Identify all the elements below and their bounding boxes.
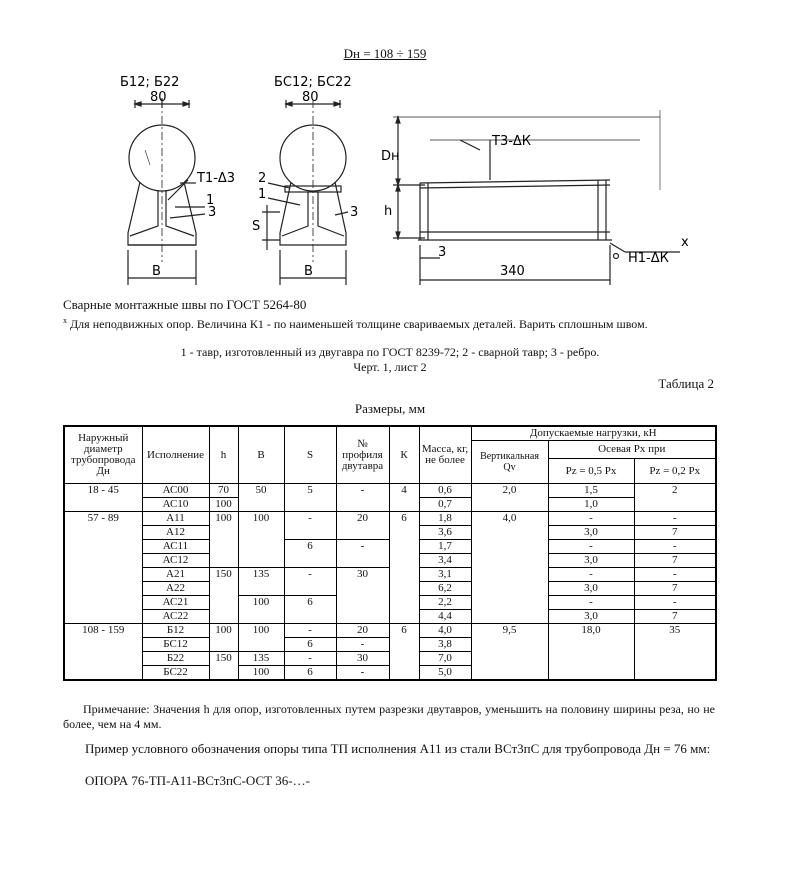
cell-dn: 57 - 89 [64,512,142,526]
cell-b [238,498,284,512]
footnote-mark: x [63,316,67,325]
cell-p [336,596,389,610]
cell-p2 [634,666,716,681]
cell-p [336,498,389,512]
cell-b: 135 [238,568,284,582]
cell-p5 [548,652,634,666]
header-p02: Рz = 0,2 Рх [634,459,716,484]
cell-p5: - [548,540,634,554]
cell-s [284,582,336,596]
cell-s: - [284,512,336,526]
cell-p2: 2 [634,484,716,498]
cell-v: А22 [142,582,209,596]
cell-p2: 35 [634,624,716,638]
table-title: Размеры, мм [354,401,426,416]
cell-p2: - [634,512,716,526]
cell-h: 150 [209,568,238,582]
cell-v: А11 [142,512,209,526]
cell-p2: - [634,540,716,554]
cell-s: 6 [284,638,336,652]
cell-k [389,540,419,554]
table-row [64,638,716,652]
cell-m: 1,8 [419,512,471,526]
cell-q [471,652,548,666]
header-h: h [209,426,238,484]
cell-m: 3,8 [419,638,471,652]
table-row [64,596,716,610]
cell-p2: 7 [634,554,716,568]
table-row [64,666,716,681]
cell-k [389,554,419,568]
cell-h: 100 [209,624,238,638]
cell-k: 6 [389,512,419,526]
cell-p5: - [548,596,634,610]
table-row [64,540,716,554]
cell-b: 135 [238,652,284,666]
cell-dn [64,610,142,624]
cell-k [389,596,419,610]
header-axial: Осевая Рх при [548,441,716,459]
cell-k [389,610,419,624]
cell-q: 4,0 [471,512,548,526]
example-text: Пример условного обозначения опоры типа ТП исполнения А11 из стали ВСт3пС для трубопровода Дн = 76 мм: [85,741,711,756]
cell-s [284,554,336,568]
table-row [64,498,716,512]
cell-p [336,610,389,624]
cell-k [389,526,419,540]
cell-dn [64,554,142,568]
cell-k: 4 [389,484,419,498]
cell-s [284,498,336,512]
cell-v: Б22 [142,652,209,666]
table-row [64,610,716,624]
part-1-label-view2: 1 [258,187,267,202]
dn-range-title: Dн = 108 ÷ 159 [343,46,427,61]
cell-h [209,554,238,568]
cell-k [389,666,419,681]
cell-m: 0,6 [419,484,471,498]
cell-p5: 3,0 [548,526,634,540]
cell-dn [64,652,142,666]
cell-h [209,526,238,540]
cell-p2: 7 [634,610,716,624]
cell-b: 100 [238,512,284,526]
cell-k [389,498,419,512]
cell-v: БС22 [142,666,209,681]
cell-dn [64,582,142,596]
parts-legend: 1 - тавр, изготовленный из двугавра по ГОСТ 8239-72; 2 - сварной тавр; 3 - ребро. [180,345,600,359]
cell-k [389,582,419,596]
header-variant: Исполнение [142,426,209,484]
footnote-text: Для неподвижных опор. Величина К1 - по наименьшей толщине свариваемых деталей. Варить сплошным швом. [70,317,648,331]
header-b: В [238,426,284,484]
table-row [64,582,716,596]
cell-p2 [634,498,716,512]
cell-p5 [548,666,634,681]
cell-h [209,610,238,624]
weld-t1-label: Т1-Δ3 [197,171,236,186]
cell-s: 6 [284,596,336,610]
cell-m: 4,0 [419,624,471,638]
cell-p: 30 [336,568,389,582]
cell-dn [64,638,142,652]
cell-m: 2,2 [419,596,471,610]
cell-p: - [336,540,389,554]
dim-dn-label: Dн [381,149,400,164]
cell-b: 50 [238,484,284,498]
cell-p: 20 [336,512,389,526]
header-vertical: Вертикальная Qv [471,441,548,484]
cell-m: 5,0 [419,666,471,681]
dim-h-label: h [384,204,393,219]
table-row [64,554,716,568]
cell-dn [64,666,142,681]
header-mass: Масса, кг, не более [419,426,471,484]
cell-dn [64,526,142,540]
cell-b: 100 [238,596,284,610]
cell-s: 6 [284,540,336,554]
dim-s-label: S [252,219,261,234]
dim-b-view1: В [152,264,161,279]
cell-v: АС12 [142,554,209,568]
cell-p5: - [548,568,634,582]
cell-v: А21 [142,568,209,582]
cell-p [336,554,389,568]
cell-b: 100 [238,666,284,681]
cell-q [471,540,548,554]
table-number: Таблица 2 [658,376,714,391]
cell-s: 6 [284,666,336,681]
cell-b [238,582,284,596]
cell-m: 7,0 [419,652,471,666]
cell-m: 3,1 [419,568,471,582]
cell-dn [64,568,142,582]
cell-p5: 3,0 [548,582,634,596]
cell-p2: - [634,568,716,582]
cell-q [471,582,548,596]
dim-80-view2: 80 [302,90,319,105]
cell-p5: 18,0 [548,624,634,638]
cell-q [471,638,548,652]
table-row [64,624,716,638]
cell-v: АС21 [142,596,209,610]
cell-m: 0,7 [419,498,471,512]
header-p05: Рz = 0,5 Рх [548,459,634,484]
table-row [64,568,716,582]
cell-p2: - [634,596,716,610]
cell-m: 4,4 [419,610,471,624]
cell-p2: 7 [634,526,716,540]
cell-v: АС11 [142,540,209,554]
cell-q [471,526,548,540]
cell-dn [64,498,142,512]
cell-p5 [548,638,634,652]
weld-h1-mark: x [681,235,689,250]
cell-p: 30 [336,652,389,666]
cell-p [336,526,389,540]
cell-q [471,596,548,610]
cell-s [284,610,336,624]
cell-h [209,666,238,681]
cell-p5: 3,0 [548,554,634,568]
cell-k [389,652,419,666]
header-s: S [284,426,336,484]
part-3-label-view1: 3 [208,205,217,220]
cell-s: - [284,652,336,666]
cell-h [209,582,238,596]
cell-p: - [336,484,389,498]
cell-q [471,666,548,681]
cell-s [284,526,336,540]
table-row [64,484,716,498]
cell-p: 20 [336,624,389,638]
dim-80-view1: 80 [150,90,167,105]
cell-dn: 18 - 45 [64,484,142,498]
cell-h [209,540,238,554]
cell-p5: 1,5 [548,484,634,498]
cell-k: 6 [389,624,419,638]
cell-h [209,596,238,610]
cell-s: 5 [284,484,336,498]
weld-t3-label: Т3-ΔК [492,134,532,149]
cell-h: 70 [209,484,238,498]
cell-b: 100 [238,624,284,638]
cell-p: - [336,638,389,652]
cell-h [209,638,238,652]
header-k: К [389,426,419,484]
cell-s: - [284,568,336,582]
cell-p5: 3,0 [548,610,634,624]
cell-h: 100 [209,512,238,526]
cell-dn: 108 - 159 [64,624,142,638]
table-row [64,526,716,540]
cell-p: - [336,666,389,681]
cell-b [238,638,284,652]
cell-k [389,638,419,652]
cell-v: Б12 [142,624,209,638]
cell-p2 [634,652,716,666]
cell-v: АС22 [142,610,209,624]
cell-b [238,554,284,568]
cell-v: А12 [142,526,209,540]
cell-v: АС00 [142,484,209,498]
header-loads: Допускаемые нагрузки, кН [471,426,716,441]
cell-dn [64,540,142,554]
cell-v: БС12 [142,638,209,652]
cell-h: 100 [209,498,238,512]
weld-gost-note: Сварные монтажные швы по ГОСТ 5264-80 [63,297,307,312]
table-row [64,652,716,666]
cell-dn [64,596,142,610]
footnote [63,313,715,332]
cell-m: 3,4 [419,554,471,568]
cell-q: 2,0 [471,484,548,498]
dimensions-table [63,425,717,681]
header-profile: № профиля двутавра [336,426,389,484]
cell-v: АС10 [142,498,209,512]
drawing-reference: Черт. 1, лист 2 [353,360,427,374]
cell-b [238,540,284,554]
table-body [64,484,716,681]
dim-340-label: 340 [500,264,525,279]
table-row [64,512,716,526]
cell-p5: 1,0 [548,498,634,512]
dim-3-label: 3 [438,245,447,260]
cell-p [336,582,389,596]
part-2-label-view2: 2 [258,171,267,186]
cell-m: 3,6 [419,526,471,540]
cell-q [471,498,548,512]
view1-label: Б12; Б22 [120,75,180,90]
cell-p2 [634,638,716,652]
table-note: Примечание: Значения h для опор, изготовленных путем разрезки двутавров, уменьшить на половину ширины реза, но не более, чем на 4 мм. [63,702,715,731]
view2-label: БС12; БС22 [274,75,352,90]
cell-b [238,526,284,540]
cell-q [471,568,548,582]
cell-h: 150 [209,652,238,666]
cell-m: 6,2 [419,582,471,596]
cell-q [471,554,548,568]
dim-b-view2: В [304,264,313,279]
cell-p2: 7 [634,582,716,596]
cell-s: - [284,624,336,638]
cell-q: 9,5 [471,624,548,638]
part-3-label-view2: 3 [350,205,359,220]
weld-h1-label: Н1-ΔК [628,251,669,266]
cell-p5: - [548,512,634,526]
header-dn: Наружный диаметр трубопровода Дн [64,426,142,484]
cell-m: 1,7 [419,540,471,554]
cell-b [238,610,284,624]
cell-q [471,610,548,624]
example-designation: ОПОРА 76-ТП-А11-ВСт3пС-ОСТ 36-…- [85,773,310,788]
support-drawing [0,60,800,295]
cell-k [389,568,419,582]
part-1-label-view1: 1 [206,193,215,208]
